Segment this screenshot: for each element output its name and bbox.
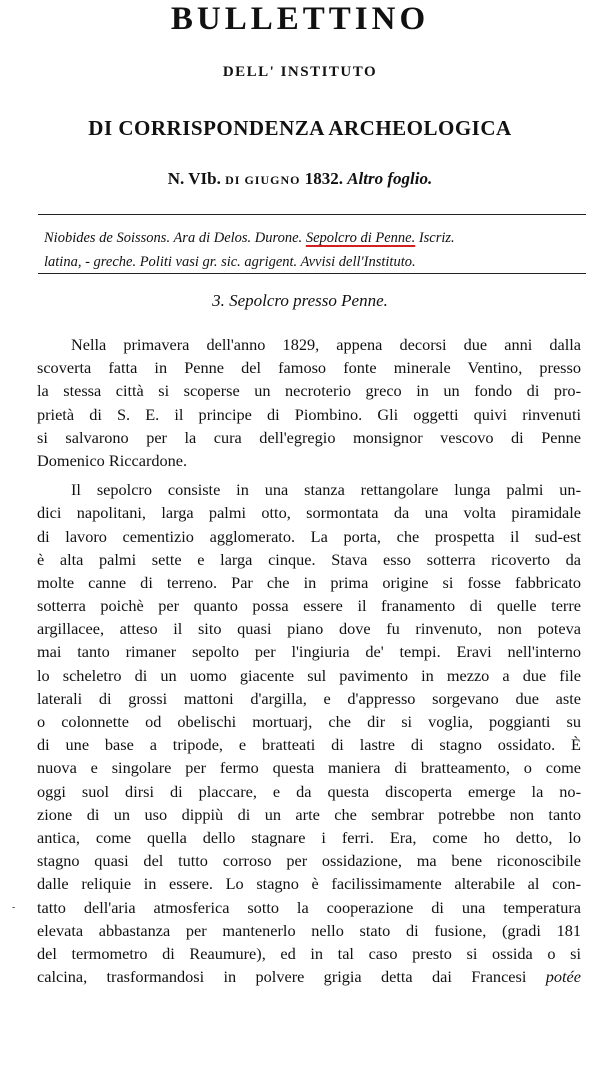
- body-line: di lavoro cementizio agglomerato. La porta, che prospetta il sud-est: [37, 526, 581, 546]
- body-line: lo scheletro di un uomo giacente sul pavimento in mezzo a due file: [37, 665, 581, 685]
- body-line: zione di un uso dippiù di un arte che sembrar potrebbe non tanto: [37, 804, 581, 824]
- body-line: oggi suol dirsi di placcare, e da questa discoperta emerge la no-: [37, 781, 581, 801]
- issue-line: [0, 168, 600, 191]
- journal-title: BULLETTINO: [170, 1, 430, 37]
- margin-mark: -: [12, 902, 16, 913]
- body-line: Nella primavera dell'anno 1829, appena decorsi due anni dalla: [71, 335, 581, 354]
- body-line: antica, come quella dello stagnare i ferri. Era, come ho detto, lo: [37, 827, 581, 847]
- body-final-italic-word: potée: [545, 967, 581, 987]
- section-heading: 3. Sepolcro presso Penne.: [212, 291, 388, 310]
- body-line: elevata abbastanza per mantenerlo nello stato di fusione, (gradi 181: [37, 920, 581, 940]
- body-line: di une base a tripode, e bratteati di lastre di stagno ossidato. È: [37, 735, 581, 755]
- contents-line-2: latina, - greche. Politi vasi gr. sic. agrigent. Avvisi dell'Instituto.: [44, 254, 416, 270]
- body-line: del termometro di Reaumure), ed in tal caso presto si ossida o si: [37, 943, 581, 963]
- body-line: scoverta fatta in Penne del famoso fonte minerale Ventino, presso: [37, 358, 581, 378]
- issue-month: DI GIUGNO: [225, 173, 301, 187]
- contents-items-1b: Iscriz.: [418, 230, 455, 246]
- body-line: la stessa città si scoperse un necroterio greco in un fondo di pro-: [37, 381, 581, 401]
- body-line: Il sepolcro consiste in una stanza rettangolare lunga palmi un-: [71, 480, 581, 500]
- body-line: o colonnette od obelischi mortuarj, che dir si voglia, poggianti su: [37, 712, 581, 731]
- contents-summary: [44, 226, 584, 274]
- contents-bottom-rule: [38, 273, 586, 274]
- contents-items-1: Niobides de Soissons. Ara di Delos. Durone.: [44, 230, 303, 246]
- body-line: mai tanto rimaner sepolto per l'ingiuria de' tempi. Eravi nell'interno: [37, 642, 581, 662]
- body-line: laterali di grossi mattoni d'argilla, e d'appresso sorgevano due aste: [37, 688, 581, 708]
- body-line: dalle reliquie in essere. Lo stagno è facilissimamente alterabile al con-: [37, 874, 581, 894]
- journal-subtitle-institute: DELL' INSTITUTO: [222, 64, 378, 80]
- contents-top-rule: [38, 214, 586, 215]
- body-line: dici napolitani, larga palmi otto, sormontata da una volta piramidale: [37, 503, 581, 523]
- body-line: sotterra poichè per quanto possa essere il franamento di quelle terre: [37, 596, 581, 616]
- body-line: molte canne di terreno. Par che in prima origine si fosse fabbricato: [37, 572, 581, 592]
- contents-highlighted-item[interactable]: Sepolcro di Penne.: [305, 230, 416, 246]
- body-line: Domenico Riccardone.: [37, 450, 188, 470]
- body-line: argillacee, atteso il sito quasi piano dove fu rinvenuto, non poteva: [37, 619, 581, 639]
- body-line: stagno quasi del tutto corroso per ossidazione, ma bene riconoscibile: [37, 851, 581, 871]
- journal-subtitle-correspondence: DI CORRISPONDENZA ARCHEOLOGICA: [88, 116, 512, 140]
- body-line: si salvarono per la cura dell'egregio monsignor vescovo di Penne: [37, 427, 581, 447]
- issue-year: 1832.: [304, 169, 343, 188]
- issue-number: N. VIb.: [167, 169, 221, 188]
- body-final-text: calcina, trasformandosi in polvere grigia detta dai Francesi: [37, 967, 527, 987]
- article-body: [37, 333, 581, 988]
- issue-note: Altro foglio.: [347, 169, 433, 188]
- body-line: prietà di S. E. il principe di Piombino. Gli oggetti quivi rinvenuti: [37, 404, 581, 424]
- body-line: tatto dell'aria atmosferica sotto la cooperazione di una temperatura: [37, 897, 581, 917]
- body-line: nuova e singolare per fermo questa maniera di bratteamento, o come: [37, 758, 581, 778]
- contents-line-1: [44, 226, 584, 250]
- body-line-final: [37, 965, 581, 988]
- body-line: è alta palmi sette e larga cinque. Stava esso sotterra ricoverto da: [37, 549, 581, 569]
